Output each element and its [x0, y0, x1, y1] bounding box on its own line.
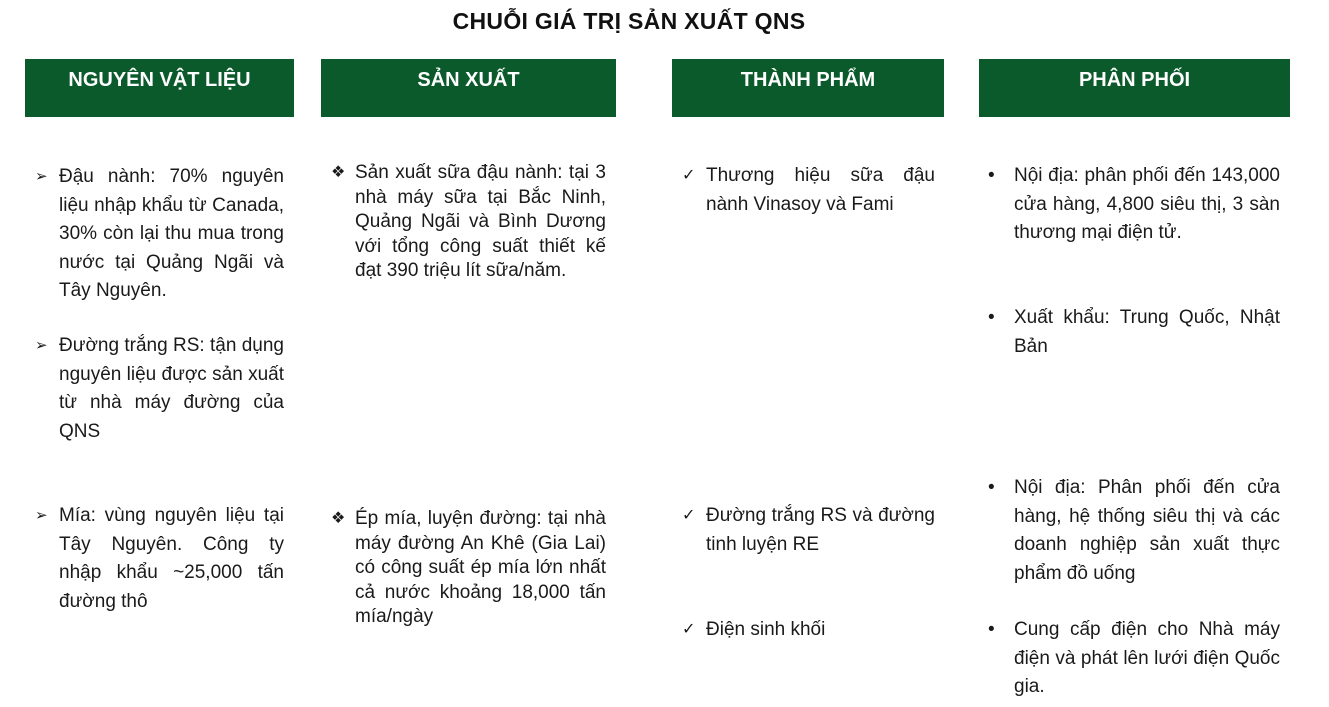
production-item-soymilk	[331, 161, 606, 284]
product-item-sugar	[682, 502, 935, 559]
raw-material-item-sugar	[35, 332, 284, 446]
arrow-bullet-icon: ➢	[35, 507, 48, 524]
header-distribution: PHÂN PHỐI	[979, 59, 1290, 117]
distribution-item-power-grid	[988, 616, 1280, 702]
product-text: Thương hiệu sữa đậu nành Vinasoy và Fami	[706, 165, 935, 215]
product-item-soymilk-brands	[682, 162, 935, 219]
distribution-item-export	[988, 304, 1280, 361]
dot-bullet-icon: •	[988, 307, 995, 328]
product-item-biomass-power	[682, 616, 935, 645]
arrow-bullet-icon: ➢	[35, 337, 48, 354]
dot-bullet-icon: •	[988, 619, 995, 640]
header-finished-products: THÀNH PHẨM	[672, 59, 944, 117]
raw-material-text: Đậu nành: 70% nguyên liệu nhập khẩu từ Canada, 30% còn lại thu mua trong nước tại Quảng Ngãi và Tây Nguyên.	[59, 166, 284, 301]
check-icon: ✓	[682, 621, 696, 638]
production-item-sugar	[331, 507, 606, 630]
header-production: SẢN XUẤT	[321, 59, 616, 117]
dot-bullet-icon: •	[988, 477, 995, 498]
distribution-text: Nội địa: Phân phối đến cửa hàng, hệ thống siêu thị và các doanh nghiệp sản xuất thực phẩm đồ uống	[1014, 477, 1280, 584]
product-text: Đường trắng RS và đường tinh luyện RE	[706, 505, 935, 555]
distribution-text: Xuất khẩu: Trung Quốc, Nhật Bản	[1014, 307, 1280, 357]
diamond-bullet-icon: ❖	[331, 510, 346, 527]
distribution-item-domestic-sugar	[988, 474, 1280, 588]
raw-material-text: Mía: vùng nguyên liệu tại Tây Nguyên. Công ty nhập khẩu ~25,000 tấn đường thô	[59, 505, 284, 612]
production-text: Ép mía, luyện đường: tại nhà máy đường An Khê (Gia Lai) có công suất ép mía lớn nhất cả nước khoảng 18,000 tấn mía/ngày	[355, 508, 606, 627]
production-text: Sản xuất sữa đậu nành: tại 3 nhà máy sữa tại Bắc Ninh, Quảng Ngãi và Bình Dương với tổng công suất thiết kế đạt 390 triệu lít sữa/năm.	[355, 162, 606, 281]
raw-material-text: Đường trắng RS: tận dụng nguyên liệu được sản xuất từ nhà máy đường của QNS	[59, 335, 284, 442]
raw-material-item-sugarcane	[35, 502, 284, 616]
product-text: Điện sinh khối	[706, 619, 826, 640]
header-raw-materials: NGUYÊN VẬT LIỆU	[25, 59, 294, 117]
distribution-item-domestic-soymilk	[988, 162, 1280, 248]
dot-bullet-icon: •	[988, 165, 995, 186]
raw-material-item-soybean	[35, 163, 284, 306]
diamond-bullet-icon: ❖	[331, 164, 346, 181]
check-icon: ✓	[682, 167, 696, 184]
check-icon: ✓	[682, 507, 696, 524]
distribution-text: Nội địa: phân phối đến 143,000 cửa hàng, 4,800 siêu thị, 3 sàn thương mại điện tử.	[1014, 165, 1280, 243]
distribution-text: Cung cấp điện cho Nhà máy điện và phát lên lưới điện Quốc gia.	[1014, 619, 1280, 697]
arrow-bullet-icon: ➢	[35, 168, 48, 185]
diagram-title: CHUỖI GIÁ TRỊ SẢN XUẤT QNS	[452, 8, 806, 34]
